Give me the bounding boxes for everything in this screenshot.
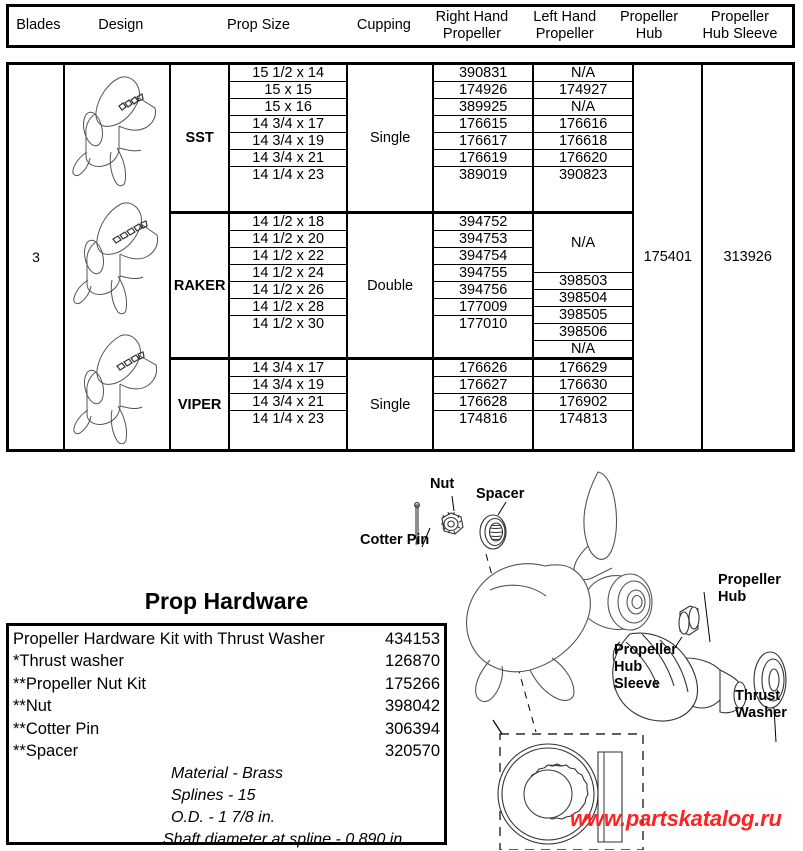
hardware-item-name: **Cotter Pin bbox=[13, 719, 100, 738]
header-right-hand-propeller: Right Hand Propeller bbox=[435, 8, 509, 42]
label-nut: Nut bbox=[430, 476, 455, 492]
right-hand-cell: 394752 bbox=[434, 214, 532, 231]
prop-size-list-raker bbox=[230, 214, 348, 357]
label-thrust-washer: Thrust Washer bbox=[735, 688, 787, 722]
propeller-hub-sleeve-value: 313926 bbox=[723, 249, 772, 265]
left-hand-cell: 398504 bbox=[534, 290, 632, 307]
header-blades: Blades bbox=[16, 17, 61, 34]
design-group-raker bbox=[171, 211, 632, 357]
header-cupping: Cupping bbox=[356, 17, 411, 34]
design-name-viper: VIPER bbox=[171, 360, 230, 449]
prop-size-cell: 14 3/4 x 17 bbox=[230, 360, 346, 377]
prop-size-cell: 14 1/2 x 18 bbox=[230, 214, 346, 231]
right-hand-cell: 394754 bbox=[434, 248, 532, 265]
left-hand-cell: 390823 bbox=[558, 167, 608, 183]
design-groups-column bbox=[171, 65, 632, 449]
right-hand-cell: 176617 bbox=[434, 133, 532, 150]
cupping-sst: Single bbox=[348, 65, 434, 211]
blades-value: 3 bbox=[32, 249, 40, 265]
prop-size-cell: 14 3/4 x 19 bbox=[230, 377, 346, 394]
left-hand-cell: N/A bbox=[571, 341, 596, 357]
prop-size-cell: 14 1/2 x 22 bbox=[230, 248, 346, 265]
hardware-item-name: **Spacer bbox=[13, 742, 79, 761]
left-hand-cell: 176629 bbox=[534, 360, 632, 377]
header-propeller-hub-sleeve: Propeller Hub Sleeve bbox=[702, 8, 778, 42]
prop-size-cell: 15 x 16 bbox=[230, 99, 346, 116]
propeller-viper-illustration bbox=[65, 321, 169, 449]
hardware-item-part: 320570 bbox=[384, 742, 440, 761]
left-hand-cell: 174927 bbox=[534, 82, 632, 99]
cupping-raker: Double bbox=[348, 214, 434, 357]
propeller-sst-illustration bbox=[65, 65, 169, 193]
left-hand-list-sst bbox=[534, 65, 632, 211]
prop-size-cell: 14 3/4 x 21 bbox=[230, 394, 346, 411]
header-left-hand-propeller: Left Hand Propeller bbox=[533, 8, 597, 42]
label-propeller-hub-sleeve: Propeller Hub Sleeve bbox=[614, 642, 677, 693]
prop-hardware-title: Prop Hardware bbox=[144, 588, 309, 614]
right-hand-cell: 174816 bbox=[458, 411, 508, 427]
prop-size-cell: 14 1/2 x 24 bbox=[230, 265, 346, 282]
hardware-item-part: 434153 bbox=[384, 630, 440, 648]
prop-size-cell: 14 1/2 x 26 bbox=[230, 282, 346, 299]
left-hand-cell: 176618 bbox=[534, 133, 632, 150]
left-hand-cell: 176902 bbox=[534, 394, 632, 411]
left-hand-cell: 398506 bbox=[534, 324, 632, 341]
right-hand-cell: 389925 bbox=[434, 99, 532, 116]
hardware-spec-material: Material - Brass bbox=[171, 764, 284, 782]
blades-cell bbox=[9, 65, 65, 449]
spacer-icon bbox=[480, 515, 506, 549]
hardware-item-name: *Thrust washer bbox=[13, 652, 124, 671]
left-hand-cell-merged: N/A bbox=[534, 214, 632, 273]
right-hand-cell: 177009 bbox=[434, 299, 532, 316]
left-hand-cell: 398505 bbox=[534, 307, 632, 324]
hardware-spec-splines: Splines - 15 bbox=[171, 786, 256, 804]
prop-hardware-exploded-diagram bbox=[330, 462, 803, 850]
prop-size-cell: 14 3/4 x 19 bbox=[230, 133, 346, 150]
prop-size-cell: 15 x 15 bbox=[230, 82, 346, 99]
left-hand-cell: 176620 bbox=[534, 150, 632, 167]
prop-size-cell: 15 1/2 x 14 bbox=[230, 65, 346, 82]
table-header-row bbox=[9, 7, 792, 45]
header-prop-size: Prop Size bbox=[227, 17, 290, 34]
hardware-item-part: 126870 bbox=[384, 652, 440, 671]
right-hand-cell: 394753 bbox=[434, 231, 532, 248]
right-hand-list-raker bbox=[434, 214, 534, 357]
hardware-item-part: 175266 bbox=[384, 674, 440, 693]
prop-size-cell: 14 3/4 x 21 bbox=[230, 150, 346, 167]
hardware-item-part: 398042 bbox=[384, 697, 440, 716]
right-hand-cell: 176626 bbox=[434, 360, 532, 377]
propeller-hub-cell bbox=[632, 65, 701, 449]
right-hand-cell: 177010 bbox=[458, 316, 508, 332]
label-propeller-hub: Propeller Hub bbox=[718, 572, 781, 606]
propeller-hub-sleeve-icon bbox=[679, 606, 699, 635]
label-spacer: Spacer bbox=[476, 486, 525, 502]
prop-size-cell: 14 1/4 x 23 bbox=[252, 411, 325, 427]
propeller-table bbox=[6, 62, 795, 452]
right-hand-cell: 176628 bbox=[434, 394, 532, 411]
cupping-viper: Single bbox=[348, 360, 434, 449]
prop-size-cell: 14 3/4 x 17 bbox=[230, 116, 346, 133]
hardware-item-name: Propeller Hardware Kit with Thrust Washer bbox=[13, 630, 325, 648]
right-hand-cell: 390831 bbox=[434, 65, 532, 82]
design-group-sst bbox=[171, 65, 632, 211]
left-hand-cell: 176616 bbox=[534, 116, 632, 133]
site-watermark: www.partskatalog.ru bbox=[570, 806, 782, 831]
left-hand-list-raker bbox=[534, 214, 632, 357]
design-name-sst: SST bbox=[171, 65, 230, 211]
nut-icon bbox=[441, 512, 463, 534]
table-header-box bbox=[6, 4, 795, 48]
header-propeller-hub: Propeller Hub bbox=[620, 8, 679, 42]
right-hand-cell: 394756 bbox=[434, 282, 532, 299]
prop-size-cell: 14 1/2 x 30 bbox=[252, 316, 325, 332]
propeller-raker-illustration bbox=[65, 193, 169, 321]
design-image-column bbox=[65, 65, 171, 449]
header-design: Design bbox=[98, 17, 144, 34]
right-hand-cell: 176615 bbox=[434, 116, 532, 133]
right-hand-cell: 394755 bbox=[434, 265, 532, 282]
hardware-item-name: **Propeller Nut Kit bbox=[13, 674, 146, 693]
right-hand-list-sst bbox=[434, 65, 534, 211]
prop-size-cell: 14 1/4 x 23 bbox=[252, 167, 325, 183]
propeller-hub-value: 175401 bbox=[643, 249, 692, 265]
left-hand-cell: 398503 bbox=[534, 273, 632, 290]
left-hand-cell: 174813 bbox=[558, 411, 608, 427]
prop-size-cell: 14 1/2 x 20 bbox=[230, 231, 346, 248]
left-hand-cell: N/A bbox=[534, 99, 632, 116]
right-hand-cell: 176627 bbox=[434, 377, 532, 394]
prop-size-list-viper bbox=[230, 360, 348, 449]
hardware-spec-shaft-diameter: Shaft diameter at spline - 0.890 in. bbox=[163, 830, 407, 848]
hardware-item-part: 306394 bbox=[384, 719, 440, 738]
right-hand-cell: 174926 bbox=[434, 82, 532, 99]
hardware-spec-od: O.D. - 1 7/8 in. bbox=[171, 808, 276, 826]
propeller-hub-sleeve-cell bbox=[701, 65, 792, 449]
left-hand-list-viper bbox=[534, 360, 632, 449]
label-cotter-pin: Cotter Pin bbox=[360, 532, 430, 548]
right-hand-list-viper bbox=[434, 360, 534, 449]
hardware-item-name: **Nut bbox=[13, 697, 52, 716]
right-hand-cell: 389019 bbox=[458, 167, 508, 183]
left-hand-cell: 176630 bbox=[534, 377, 632, 394]
design-name-raker: RAKER bbox=[171, 214, 230, 357]
design-group-viper bbox=[171, 357, 632, 449]
right-hand-cell: 176619 bbox=[434, 150, 532, 167]
prop-size-cell: 14 1/2 x 28 bbox=[230, 299, 346, 316]
left-hand-cell: N/A bbox=[534, 65, 632, 82]
prop-size-list-sst bbox=[230, 65, 348, 211]
